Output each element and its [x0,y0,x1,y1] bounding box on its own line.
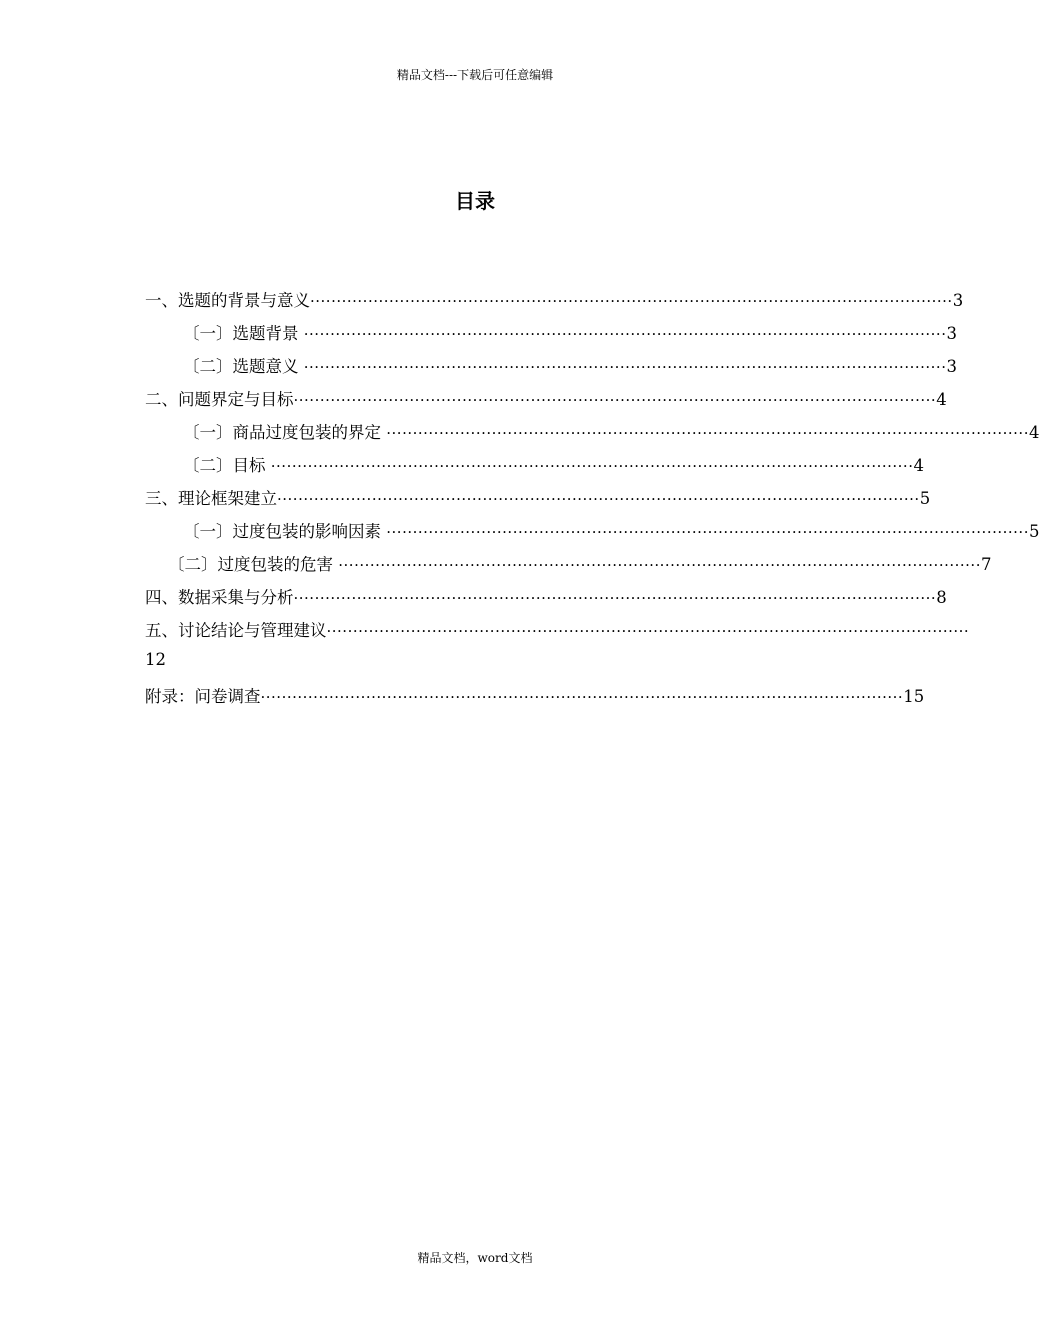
toc-entry-1[interactable] [145,287,964,311]
toc-entry-page: 5 [1028,522,1039,541]
toc-leader-dots: ·························································································································· [265,457,914,475]
toc-entry-1-1[interactable] [183,320,957,344]
toc-entry-page: 3 [946,357,957,376]
toc-leader-dots: ·························································································································· [293,391,937,409]
toc-entry-4[interactable] [145,584,947,608]
toc-leader-dots: ·························································································································· [381,523,1029,541]
toc-entry-page: 4 [913,456,924,475]
toc-entry-5[interactable] [145,617,970,641]
toc-entry-appendix[interactable] [145,683,925,707]
toc-entry-page: 15 [903,687,925,706]
toc-entry-label: 〔二〕选题意义 [183,357,299,376]
toc-leader-dots: ·························································································································· [310,292,953,310]
toc-entry-label: 四、数据采集与分析 [145,588,294,607]
toc-entry-1-2[interactable] [183,353,957,377]
toc-entry-5-page-wrapped: 12 [145,650,166,669]
toc-entry-page: 8 [936,588,947,607]
toc-entry-label: 〔二〕过度包装的危害 [168,555,333,574]
toc-entry-2-1[interactable] [183,419,1039,443]
page-title: 目录 [455,189,495,213]
toc-leader-dots: ·························································································································· [260,688,904,706]
page-footer: 精品文档，word文档 [417,1251,533,1265]
toc-leader-dots: ·························································································································· [293,589,937,607]
toc-entry-2-2[interactable] [183,452,924,476]
page-header: 精品文档---下载后可任意编辑 [396,68,554,82]
toc-entry-page: 3 [952,291,964,310]
toc-entry-page: 4 [1028,423,1039,442]
toc-entry-label: 〔一〕商品过度包装的界定 [183,423,381,442]
toc-entry-label: 一、选题的背景与意义 [145,291,310,310]
toc-leader-dots: ·························································································································· [381,424,1029,442]
toc-entry-page: 4 [936,390,947,409]
toc-entry-3[interactable] [145,485,931,509]
toc-entry-label: 附录：问卷调查 [145,687,261,706]
toc-entry-3-1[interactable] [183,518,1039,542]
toc-leader-dots: ·························································································································· [298,325,947,343]
toc-entry-label: 二、问题界定与目标 [145,390,294,409]
toc-entry-label: 〔一〕过度包装的影响因素 [183,522,381,541]
toc-entry-label: 五、讨论结论与管理建议 [145,621,327,640]
toc-leader-dots: ·························································································································· [277,490,920,508]
toc-entry-label: 〔二〕目标 [183,456,266,475]
toc-leader-dots: ·························································································································· [298,358,947,376]
toc-leader-dots: ·························································································································· [326,622,970,640]
toc-entry-label: 三、理论框架建立 [145,489,277,508]
toc-entry-page: 3 [946,324,957,343]
toc-entry-3-2[interactable] [168,551,992,575]
toc-entry-page: 7 [980,555,992,574]
toc-entry-2[interactable] [145,386,947,410]
toc-entry-label: 〔一〕选题背景 [183,324,299,343]
toc-leader-dots: ·························································································································· [333,556,981,574]
toc-entry-page: 5 [919,489,931,508]
